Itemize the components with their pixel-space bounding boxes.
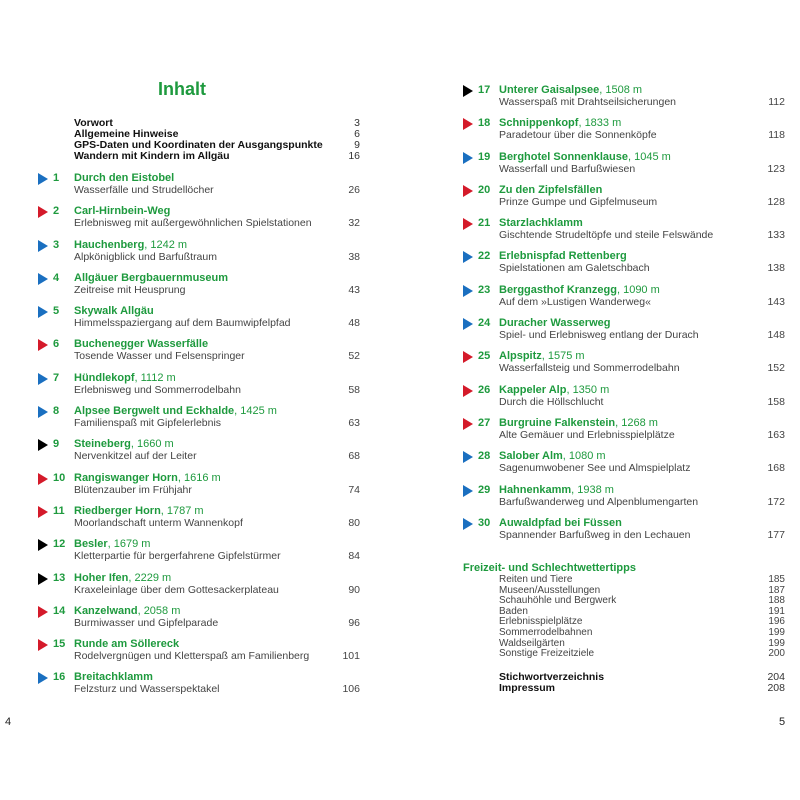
- tour-subtitle: Alte Gemäuer und Erlebnisspielplätze: [499, 428, 675, 441]
- tour-page: 63: [348, 417, 360, 430]
- tour-number: 11: [53, 504, 65, 517]
- tour-title-text: Starzlachklamm: [499, 217, 583, 230]
- tour-title-text: Alpspitz: [499, 350, 542, 363]
- triangle-marker-icon: [38, 173, 48, 185]
- tour-title-text: Erlebnispfad Rettenberg: [499, 250, 627, 263]
- extras-section: [463, 561, 785, 660]
- back-matter-page: 208: [767, 682, 785, 694]
- tour-title-text: Runde am Söllereck: [74, 638, 180, 651]
- tour-page: 163: [767, 428, 785, 441]
- tour-title: [74, 204, 170, 218]
- tour-title: [499, 349, 585, 363]
- tour-title: [499, 283, 660, 297]
- extras-item-page: 187: [768, 584, 785, 596]
- tour-page: 90: [348, 583, 360, 596]
- tour-subtitle: Gischtende Strudeltöpfe und steile Felswände: [499, 229, 714, 242]
- tour-elevation: , 1575 m: [541, 350, 585, 363]
- tour-subtitle: Wasserfallsteig und Sommerrodelbahn: [499, 362, 680, 375]
- page-number-left: 4: [5, 716, 12, 728]
- tour-entry[interactable]: [463, 150, 785, 183]
- tour-title-text: Schnippenkopf: [499, 117, 579, 130]
- tour-title: [74, 670, 153, 684]
- triangle-marker-icon: [463, 485, 473, 497]
- tour-subtitle: Familienspaß mit Gipfelerlebnis: [74, 417, 222, 430]
- triangle-marker-icon: [463, 152, 473, 164]
- tour-title-text: Allgäuer Bergbauernmuseum: [74, 271, 229, 284]
- tour-number: 28: [478, 450, 491, 463]
- triangle-marker-icon: [463, 418, 473, 430]
- tour-title: [74, 238, 187, 252]
- extras-item-label: Baden: [499, 605, 528, 617]
- tour-subtitle: Sagenumwobener See und Almspielplatz: [499, 462, 691, 475]
- tour-page: 96: [348, 616, 360, 629]
- tour-title: [74, 337, 208, 351]
- tour-subtitle: Erlebnisweg mit außergewöhnlichen Spielstationen: [74, 217, 312, 230]
- tour-number: 7: [53, 371, 60, 384]
- triangle-marker-icon: [38, 306, 48, 318]
- tour-title-text: Burgruine Falkenstein: [499, 416, 616, 429]
- tour-number: 6: [53, 338, 60, 351]
- tour-title-text: Besler: [74, 538, 108, 551]
- tour-page: 133: [767, 229, 785, 242]
- triangle-marker-icon: [38, 240, 48, 252]
- tour-subtitle: Spielstationen am Galetschbach: [499, 262, 650, 275]
- tour-title: [499, 316, 610, 330]
- tour-elevation: , 1350 m: [566, 383, 610, 396]
- tour-title-text: Alpsee Bergwelt und Eckhalde: [74, 405, 235, 418]
- tour-elevation: , 1045 m: [627, 150, 671, 163]
- tour-title: [74, 304, 154, 318]
- tour-list-left: [38, 171, 360, 704]
- tour-elevation: , 1833 m: [578, 117, 622, 130]
- tour-list-right: [463, 83, 785, 549]
- triangle-marker-icon: [38, 639, 48, 651]
- tour-title: [499, 216, 583, 230]
- tour-number: 16: [53, 671, 66, 684]
- front-matter-page: 16: [348, 150, 360, 162]
- tour-entry[interactable]: [38, 304, 360, 337]
- back-matter-list: [499, 672, 785, 694]
- page-number-right: 5: [779, 716, 786, 728]
- tour-title: [499, 416, 658, 430]
- tour-elevation: , 1242 m: [144, 238, 188, 251]
- tour-entry[interactable]: [38, 637, 360, 670]
- triangle-marker-icon: [38, 339, 48, 351]
- front-matter-label: GPS-Daten und Koordinaten der Ausgangspunkte: [74, 139, 323, 151]
- tour-page: 152: [767, 362, 785, 375]
- tour-subtitle: Zeitreise mit Heusprung: [74, 283, 186, 296]
- tour-page: 112: [768, 96, 785, 108]
- triangle-marker-icon: [38, 606, 48, 618]
- front-matter-label: Allgemeine Hinweise: [74, 128, 179, 140]
- tour-page: 143: [767, 295, 785, 308]
- tour-number: 21: [478, 217, 491, 230]
- tour-page: 26: [348, 184, 360, 196]
- tour-title-text: Hündlekopf: [74, 371, 135, 384]
- tour-title-text: Carl-Hirnbein-Weg: [74, 205, 171, 218]
- tour-entry[interactable]: [463, 216, 785, 249]
- tour-title: [74, 404, 277, 418]
- tour-entry[interactable]: [38, 404, 360, 437]
- tour-title-text: Duracher Wasserweg: [499, 317, 611, 330]
- tour-number: 8: [53, 405, 60, 418]
- tour-page: 80: [348, 516, 360, 529]
- tour-entry[interactable]: [38, 238, 360, 271]
- tour-entry[interactable]: [463, 183, 785, 216]
- tour-subtitle: Rodelvergnügen und Kletterspaß am Familienberg: [74, 650, 310, 663]
- tour-entry[interactable]: [463, 283, 785, 316]
- tour-elevation: , 1616 m: [177, 471, 221, 484]
- tour-entry[interactable]: [463, 516, 785, 549]
- triangle-marker-icon: [38, 473, 48, 485]
- tour-number: 3: [53, 238, 60, 251]
- tour-number: 4: [53, 271, 60, 284]
- extras-item-label: Schauhöhle und Bergwerk: [499, 595, 617, 607]
- tour-number: 15: [53, 638, 66, 651]
- tour-title: [74, 437, 174, 451]
- tour-elevation: , 1787 m: [160, 504, 204, 517]
- front-matter-label: Vorwort: [74, 117, 113, 129]
- tour-title: [499, 383, 609, 397]
- tour-number: 19: [478, 150, 491, 163]
- extras-item-page: 200: [768, 648, 785, 660]
- extras-item-page: 196: [768, 616, 785, 628]
- front-matter-item[interactable]: [74, 151, 360, 162]
- tour-title: [499, 150, 671, 164]
- toc-title: Inhalt: [158, 79, 206, 99]
- tour-title: [74, 371, 176, 385]
- back-matter-item[interactable]: [499, 683, 785, 694]
- tour-subtitle: Alpkönigblick und Barfußtraum: [74, 250, 217, 263]
- tour-subtitle: Wasserfall und Barfußwiesen: [499, 162, 636, 175]
- extras-item-label: Sommerrodelbahnen: [499, 626, 593, 638]
- tour-title: [499, 516, 622, 530]
- tour-title-text: Riedberger Horn: [74, 504, 161, 517]
- tour-title-text: Berghotel Sonnenklause: [499, 150, 628, 163]
- tour-number: 30: [478, 516, 491, 529]
- tour-entry[interactable]: [38, 337, 360, 370]
- tour-elevation: , 1112 m: [134, 371, 176, 384]
- tour-page: 101: [342, 650, 360, 663]
- tour-subtitle: Paradetour über die Sonnenköpfe: [499, 129, 657, 142]
- tour-number: 1: [53, 172, 60, 184]
- triangle-marker-icon: [38, 273, 48, 285]
- tour-entry[interactable]: [463, 349, 785, 382]
- triangle-marker-icon: [463, 185, 473, 197]
- triangle-marker-icon: [38, 573, 48, 585]
- back-matter-page: 204: [767, 671, 785, 683]
- tour-number: 18: [478, 117, 491, 130]
- tour-entry[interactable]: [463, 483, 785, 516]
- tour-title-text: Steineberg: [74, 438, 131, 451]
- triangle-marker-icon: [463, 285, 473, 297]
- front-matter-page: 3: [354, 117, 360, 129]
- tour-elevation: , 2229 m: [128, 571, 172, 584]
- extras-heading: Freizeit- und Schlechtwettertipps: [463, 562, 636, 574]
- extras-item[interactable]: [463, 649, 785, 660]
- extras-item[interactable]: [463, 628, 785, 639]
- tour-entry[interactable]: [38, 604, 360, 637]
- tour-subtitle: Nervenkitzel auf der Leiter: [74, 450, 197, 463]
- tour-title: [499, 116, 621, 130]
- tour-number: 26: [478, 383, 491, 396]
- tour-number: 9: [53, 438, 60, 451]
- tour-number: 5: [53, 305, 60, 318]
- triangle-marker-icon: [38, 439, 48, 451]
- tour-elevation: , 1660 m: [130, 438, 174, 451]
- extras-item-page: 191: [768, 605, 785, 617]
- tour-title-text: Kappeler Alp: [499, 383, 567, 396]
- tour-page: 52: [348, 350, 360, 363]
- tour-subtitle: Burmiwasser und Gipfelparade: [74, 616, 219, 629]
- extras-item[interactable]: [463, 575, 785, 586]
- tour-page: 118: [768, 129, 785, 142]
- extras-item-label: Museen/Ausstellungen: [499, 584, 601, 596]
- extras-item-page: 188: [768, 595, 785, 607]
- tour-title: [499, 483, 614, 497]
- tour-entry[interactable]: [38, 271, 360, 304]
- tour-entry[interactable]: [463, 316, 785, 349]
- tour-subtitle: Tosende Wasser und Felsenspringer: [74, 350, 245, 363]
- extras-item-label: Waldseilgärten: [499, 637, 565, 649]
- tour-number: 13: [53, 571, 66, 584]
- tour-entry[interactable]: [38, 204, 360, 237]
- tour-page: 148: [767, 329, 785, 342]
- tour-page: 172: [767, 495, 785, 508]
- tour-title-text: Buchenegger Wasserfälle: [74, 338, 209, 351]
- tour-subtitle: Erlebnisweg und Sommerrodelbahn: [74, 383, 241, 396]
- tour-elevation: , 1268 m: [615, 416, 658, 429]
- tour-title: [74, 471, 221, 485]
- tour-title-text: Unterer Gaisalpsee: [499, 84, 600, 96]
- tour-page: 74: [348, 483, 360, 496]
- triangle-marker-icon: [463, 318, 473, 330]
- tour-number: 25: [478, 350, 491, 363]
- tour-entry[interactable]: [463, 416, 785, 449]
- tour-subtitle: Barfußwanderweg und Alpenblumengarten: [499, 495, 699, 508]
- tour-number: 20: [478, 183, 491, 196]
- tour-subtitle: Wasserspaß mit Drahtseilsicherungen: [499, 96, 677, 108]
- extras-item-page: 199: [768, 637, 785, 649]
- tour-entry[interactable]: [38, 471, 360, 504]
- tour-number: 23: [478, 283, 491, 296]
- triangle-marker-icon: [38, 206, 48, 218]
- tour-subtitle: Himmelsspaziergang auf dem Baumwipfelpfad: [74, 317, 291, 330]
- tour-title-text: Hahnenkamm: [499, 483, 572, 496]
- tour-page: 177: [767, 528, 785, 541]
- tour-page: 158: [767, 395, 785, 408]
- tour-subtitle: Moorlandschaft unterm Wannenkopf: [74, 516, 243, 529]
- triangle-marker-icon: [463, 118, 473, 130]
- triangle-marker-icon: [463, 218, 473, 230]
- tour-page: 138: [767, 262, 785, 275]
- tour-entry[interactable]: [463, 449, 785, 482]
- tour-subtitle: Kraxeleinlage über dem Gottesackerplateau: [74, 583, 279, 596]
- tour-page: 38: [348, 250, 360, 263]
- tour-entry[interactable]: [38, 437, 360, 470]
- tour-title-text: Rangiswanger Horn: [74, 471, 178, 484]
- tour-number: 14: [53, 604, 66, 617]
- tour-title-text: Salober Alm: [499, 450, 563, 463]
- tour-title-text: Hoher Ifen: [74, 571, 129, 584]
- tour-title: [74, 637, 179, 651]
- tour-number: 2: [53, 205, 60, 218]
- tour-number: 10: [53, 471, 66, 484]
- extras-item-label: Reiten und Tiere: [499, 574, 573, 585]
- extras-item-label: Erlebnisspielplätze: [499, 616, 583, 628]
- tour-title: [499, 183, 602, 197]
- tour-title: [74, 604, 180, 618]
- tour-page: 68: [348, 450, 360, 463]
- tour-title-text: Kanzelwand: [74, 604, 138, 617]
- triangle-marker-icon: [463, 451, 473, 463]
- tour-elevation: , 1679 m: [107, 538, 151, 551]
- tour-elevation: , 2058 m: [137, 604, 181, 617]
- tour-title: [74, 271, 228, 285]
- tour-title-text: Breitachklamm: [74, 671, 153, 684]
- tour-subtitle: Kletterpartie für bergerfahrene Gipfelstürmer: [74, 550, 281, 563]
- tour-title-text: Skywalk Allgäu: [74, 305, 154, 318]
- tour-entry[interactable]: [463, 383, 785, 416]
- tour-entry[interactable]: [38, 670, 360, 703]
- tour-title: [74, 537, 150, 551]
- tour-subtitle: Spiel- und Erlebnisweg entlang der Durach: [499, 329, 699, 342]
- tour-entry[interactable]: [463, 116, 785, 149]
- back-matter-label: Impressum: [499, 682, 556, 694]
- tour-subtitle: Blütenzauber im Frühjahr: [74, 483, 192, 496]
- tour-number: 22: [478, 250, 491, 263]
- front-matter-label: Wandern mit Kindern im Allgäu: [74, 150, 230, 162]
- tour-elevation: , 1938 m: [571, 483, 614, 496]
- tour-number: 29: [478, 483, 491, 496]
- tour-elevation: , 1425 m: [234, 405, 277, 418]
- tour-page: 43: [348, 283, 360, 296]
- tour-page: 48: [348, 317, 360, 330]
- tour-title: [74, 171, 174, 185]
- tour-title: [499, 249, 627, 263]
- tour-entry[interactable]: [38, 371, 360, 404]
- tour-elevation: , 1090 m: [616, 283, 660, 296]
- tour-title-text: Berggasthof Kranzegg: [499, 283, 617, 296]
- triangle-marker-icon: [38, 506, 48, 518]
- tour-title-text: Durch den Eistobel: [74, 172, 175, 184]
- triangle-marker-icon: [38, 539, 48, 551]
- front-matter-page: 9: [354, 139, 360, 151]
- tour-subtitle: Spannender Barfußweg in den Lechauen: [499, 528, 691, 541]
- triangle-marker-icon: [463, 518, 473, 530]
- tour-title: [499, 83, 642, 97]
- tour-title: [74, 504, 204, 518]
- tour-elevation: , 1508 m: [599, 84, 643, 96]
- tour-page: 128: [767, 195, 785, 208]
- extras-item-label: Sonstige Freizeitziele: [499, 648, 595, 660]
- front-matter-list: [74, 118, 360, 162]
- tour-subtitle: Prinze Gumpe und Gipfelmuseum: [499, 195, 658, 208]
- tour-page: 32: [348, 217, 360, 230]
- tour-title: [499, 449, 606, 463]
- triangle-marker-icon: [463, 385, 473, 397]
- tour-title: [74, 571, 171, 585]
- tour-elevation: , 1080 m: [562, 450, 606, 463]
- tour-page: 168: [767, 462, 785, 475]
- tour-subtitle: Auf dem »Lustigen Wanderweg«: [499, 295, 651, 308]
- tour-entry[interactable]: [38, 571, 360, 604]
- extras-item-page: 199: [768, 626, 785, 638]
- triangle-marker-icon: [38, 672, 48, 684]
- tour-page: 58: [348, 383, 360, 396]
- triangle-marker-icon: [463, 351, 473, 363]
- tour-page: 123: [767, 162, 785, 175]
- tour-number: 17: [478, 84, 491, 96]
- tour-title-text: Zu den Zipfelsfällen: [499, 183, 603, 196]
- triangle-marker-icon: [463, 251, 473, 263]
- tour-entry[interactable]: [38, 171, 360, 204]
- back-matter-label: Stichwortverzeichnis: [499, 671, 605, 683]
- tour-entry[interactable]: [463, 83, 785, 116]
- tour-entry[interactable]: [463, 249, 785, 282]
- front-matter-page: 6: [354, 128, 360, 140]
- tour-number: 27: [478, 416, 491, 429]
- triangle-marker-icon: [38, 373, 48, 385]
- tour-subtitle: Wasserfälle und Strudellöcher: [74, 184, 214, 196]
- tour-title-text: Auwaldpfad bei Füssen: [499, 516, 622, 529]
- extras-item-page: 185: [768, 574, 785, 585]
- tour-number: 24: [478, 317, 491, 330]
- tour-number: 12: [53, 538, 66, 551]
- tour-subtitle: Felzsturz und Wasserspektakel: [74, 683, 220, 696]
- tour-subtitle: Durch die Höllschlucht: [499, 395, 604, 408]
- tour-page: 84: [348, 550, 360, 563]
- tour-entry[interactable]: [38, 504, 360, 537]
- tour-entry[interactable]: [38, 537, 360, 570]
- triangle-marker-icon: [38, 406, 48, 418]
- tour-title-text: Hauchenberg: [74, 238, 145, 251]
- triangle-marker-icon: [463, 85, 473, 97]
- tour-page: 106: [342, 683, 360, 696]
